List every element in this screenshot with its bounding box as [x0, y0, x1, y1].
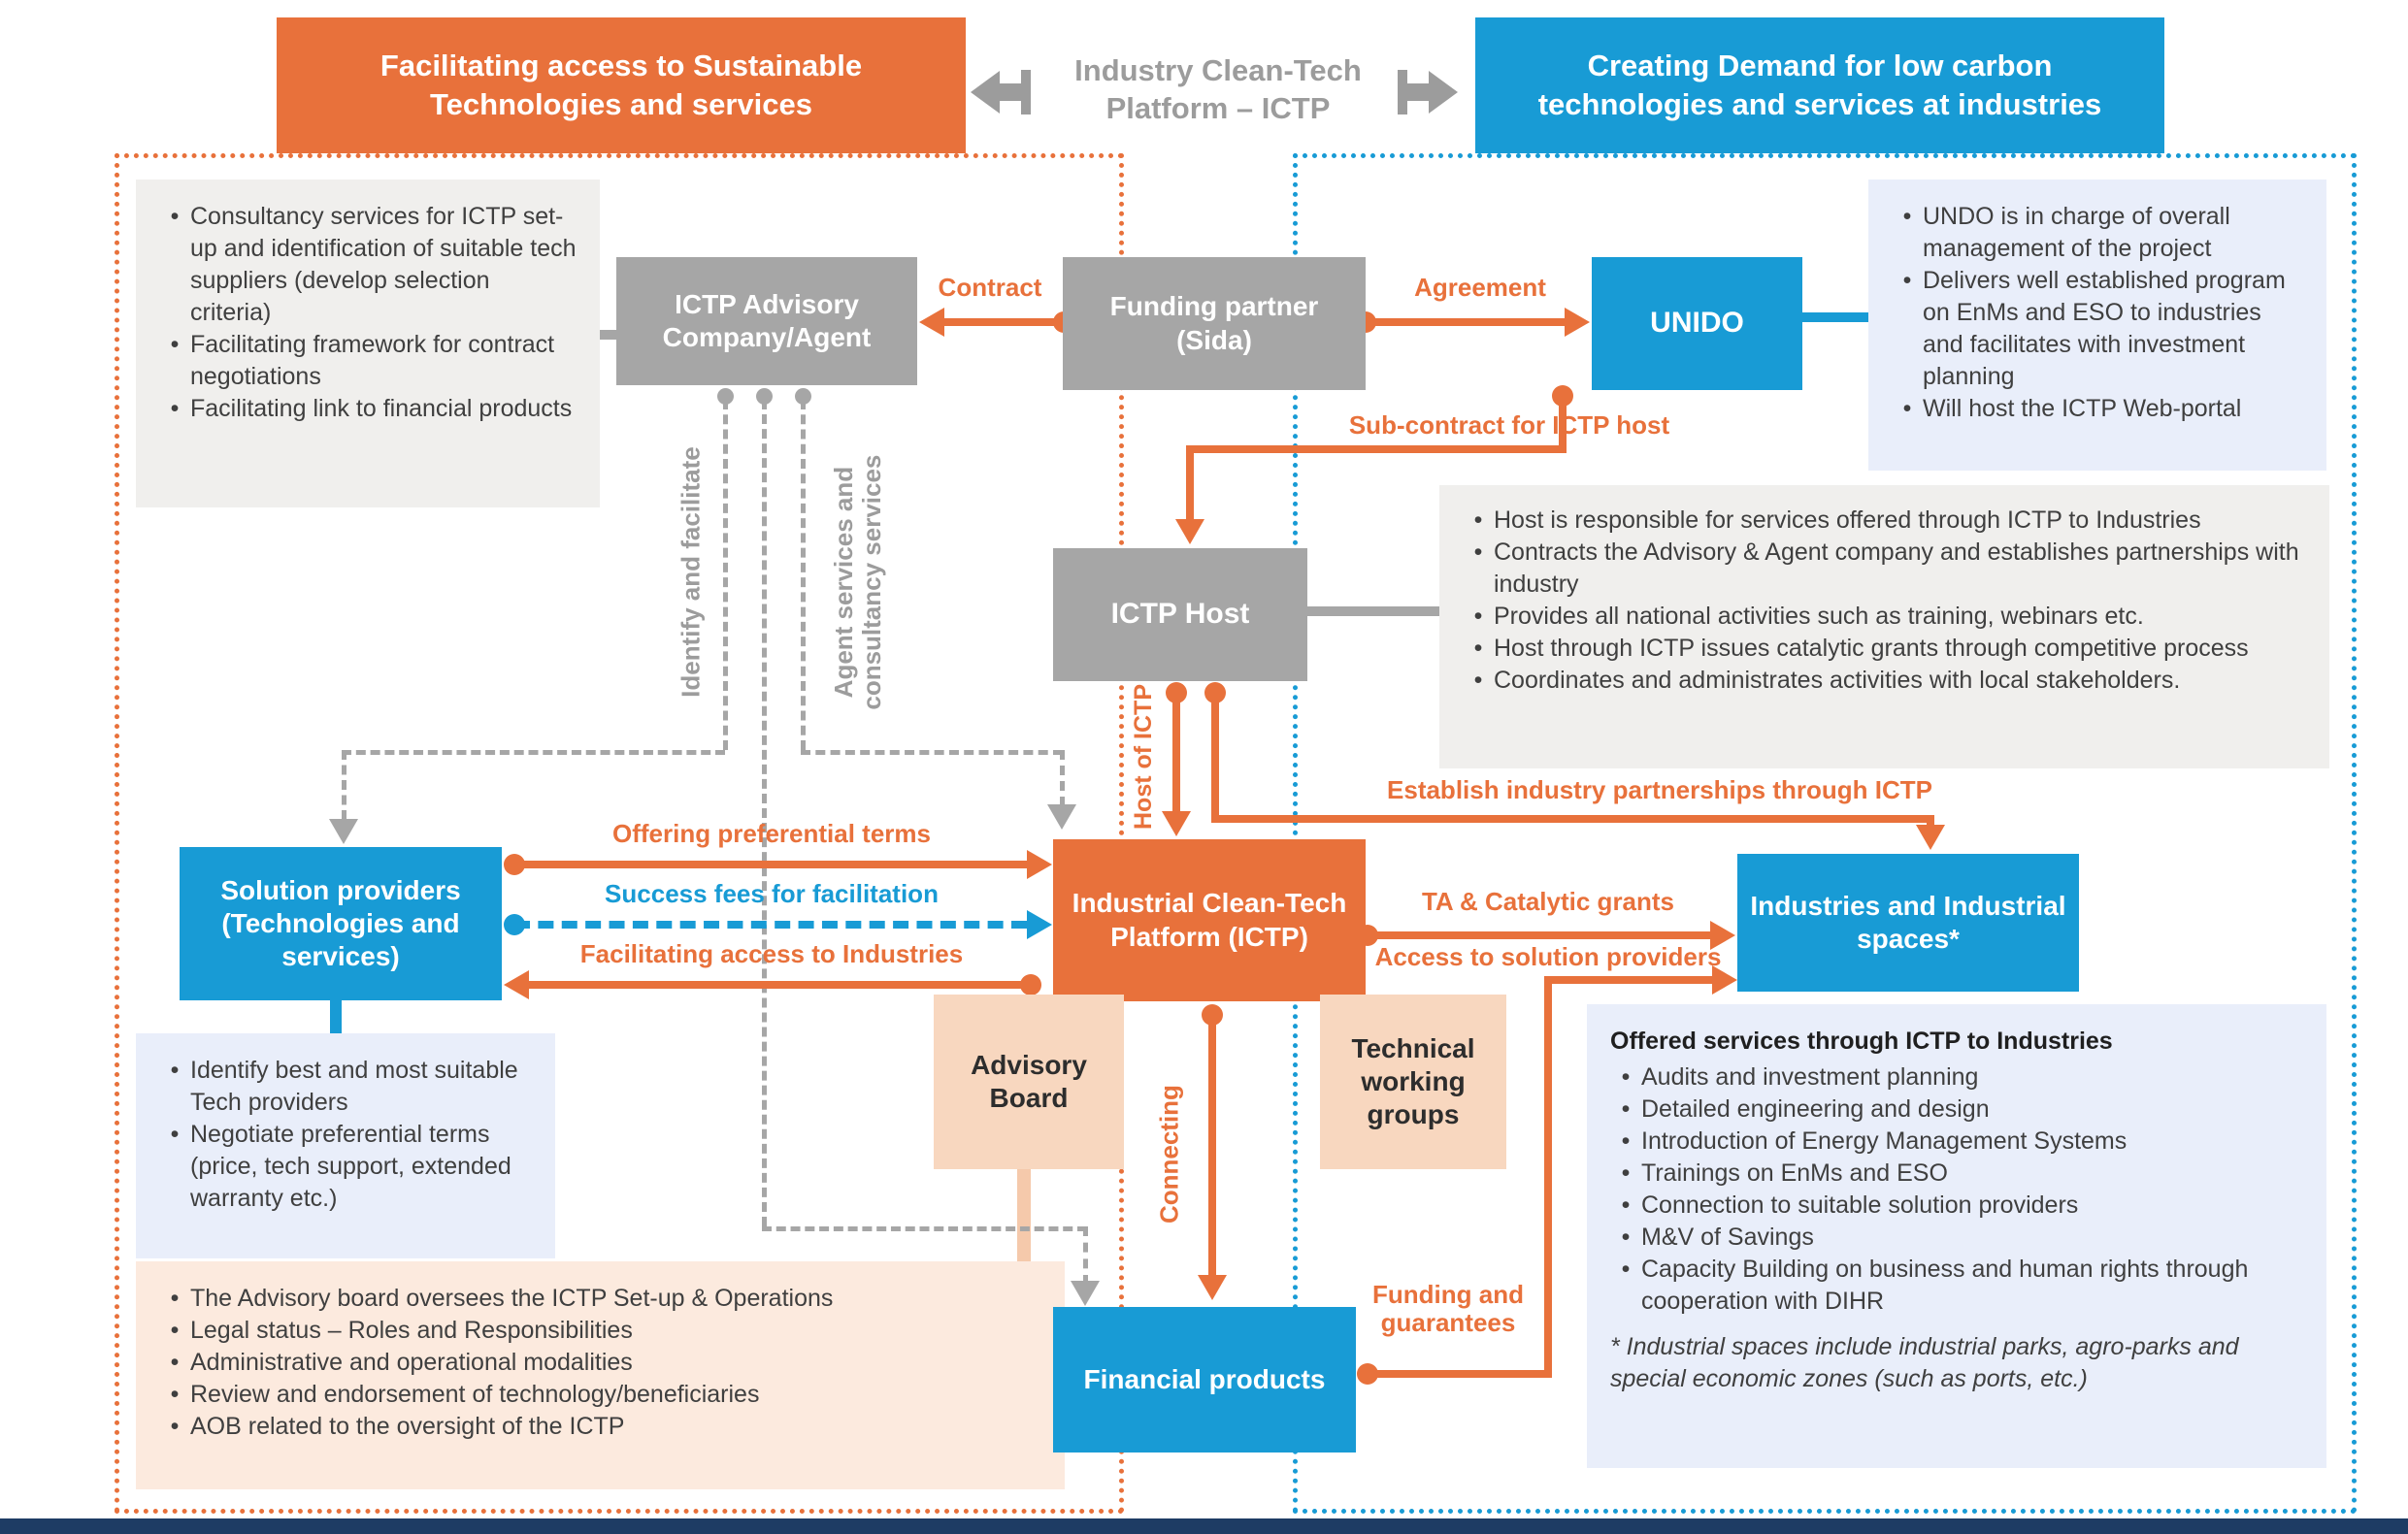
list-item-text: Host through ICTP issues catalytic grants through competitive process [1494, 635, 2249, 662]
subcontract-arrowhead [1175, 519, 1204, 544]
subcontract-label: Sub-contract for ICTP host [1348, 410, 1670, 440]
list-item-text: AOB related to the oversight of the ICTP [190, 1413, 625, 1440]
offering-line [514, 861, 1029, 868]
list-item-text: UNDO is in charge of overall management of the project [1923, 203, 2230, 262]
list-item-text: Administrative and operational modalities [190, 1349, 633, 1376]
services-block [1587, 1004, 2326, 1468]
list-item-text: Facilitating link to financial products [190, 395, 573, 422]
success-fees-label: Success fees for facilitation [605, 879, 939, 908]
funding-guarantees-v [1544, 976, 1552, 1378]
establish-label: Establish industry partnerships through ICTP [1387, 775, 1932, 804]
list-item-text: Capacity Building on business and human rights through cooperation with DIHR [1641, 1256, 2249, 1315]
list-item [159, 1347, 1041, 1379]
solution-block-stub [330, 998, 342, 1035]
list-item-text: Audits and investment planning [1641, 1063, 1979, 1091]
dash2-horizontal [762, 1226, 1087, 1231]
left-arrow-cap [1021, 70, 1031, 114]
ictp-platform-box: Industrial Clean-Tech Platform (ICTP) [1053, 839, 1366, 1001]
bullet-icon: • [170, 1121, 180, 1148]
bullet-icon: • [170, 1057, 180, 1084]
list-item [1463, 505, 2306, 537]
left-banner: Facilitating access to Sustainable Technologies and services [277, 17, 966, 153]
list-item-text: Coordinates and administrates activities with local stakeholders. [1494, 667, 2181, 694]
funding-partner-box: Funding partner (Sida) [1063, 257, 1366, 390]
bullet-icon: • [1902, 267, 1912, 294]
dash1-horizontal [342, 750, 725, 755]
bullet-icon: • [170, 1285, 180, 1312]
list-item-text: The Advisory board oversees the ICTP Set-up & Operations [190, 1285, 834, 1312]
list-item [159, 1283, 1041, 1315]
list-item-text: Negotiate preferential terms (price, tech support, extended warranty etc.) [190, 1121, 511, 1212]
bullet-icon: • [170, 395, 180, 422]
list-item [1610, 1254, 2303, 1318]
agent-services-label: Agent services and consultancy services [828, 454, 886, 710]
list-item-text: Will host the ICTP Web-portal [1923, 395, 2242, 422]
list-item-text: Review and endorsement of technology/beneficiaries [190, 1381, 760, 1408]
left-arrow-icon [971, 71, 1000, 114]
advisory-notes-block [136, 180, 600, 507]
bullet-icon: • [1902, 203, 1912, 230]
list-item-text: Facilitating framework for contract negotiations [190, 331, 555, 390]
list-item-text: Identify best and most suitable Tech providers [190, 1057, 518, 1116]
bullet-icon: • [1473, 506, 1483, 534]
list-item [159, 1411, 1041, 1443]
agreement-label: Agreement [1414, 273, 1546, 302]
bullet-icon: • [170, 1349, 180, 1376]
list-item [1892, 393, 2303, 425]
funding-guarantees-h2 [1544, 976, 1714, 984]
dash3-arrowhead [1047, 804, 1076, 830]
host-of-ictp-label-wrap [1071, 684, 1216, 830]
right-banner: Creating Demand for low carbon technologies and services at industries [1475, 17, 2164, 153]
funding-guarantees-label: Funding and guarantees [1372, 1280, 1524, 1338]
establish-arrowhead [1916, 825, 1945, 850]
dash2-drop [1083, 1226, 1088, 1285]
list-item-text: Host is responsible for services offered through ICTP to Industries [1494, 506, 2201, 534]
contract-line [941, 318, 1063, 326]
dash1-drop [342, 750, 346, 820]
advisory-company-box: ICTP Advisory Company/Agent [616, 257, 917, 385]
bullet-icon: • [1473, 667, 1483, 694]
list-item [1463, 537, 2306, 601]
list-item [1892, 265, 2303, 393]
ictp-host-box: ICTP Host [1053, 548, 1307, 681]
list-item-text: Trainings on EnMs and ESO [1641, 1159, 1948, 1187]
facilitating-access-label: Facilitating access to Industries [579, 939, 964, 968]
list-item [159, 1315, 1041, 1347]
financial-products-box: Financial products [1053, 1307, 1356, 1452]
list-item [1610, 1222, 2303, 1254]
bullet-icon: • [170, 1413, 180, 1440]
success-fees-arrowhead [1027, 910, 1052, 939]
list-item [159, 329, 577, 393]
host-of-ictp-label: Host of ICTP [1130, 684, 1157, 830]
left-arrow-stem [1000, 83, 1021, 101]
list-item [159, 201, 577, 329]
list-item [1610, 1190, 2303, 1222]
unido-box: UNIDO [1592, 257, 1802, 390]
bullet-icon: • [1621, 1191, 1631, 1219]
success-fees-line [514, 921, 1027, 929]
dash2-vertical [762, 400, 767, 1226]
dash3-drop [1060, 750, 1065, 806]
facilitating-access-arrowhead [504, 970, 529, 999]
diagram-title: Industry Clean-Tech Platform – ICTP [1074, 53, 1362, 125]
list-item [159, 393, 577, 425]
right-arrow-stem [1407, 83, 1429, 101]
host-notes-block [1439, 485, 2329, 768]
agreement-line [1366, 318, 1565, 326]
list-item-text: Connection to suitable solution providers [1641, 1191, 2079, 1219]
list-item-text: Delivers well established program on EnMs and ESO to industries and facilitates with investment planning [1923, 267, 2286, 390]
oversight-notes-block [136, 1261, 1065, 1489]
bullet-icon: • [1473, 603, 1483, 630]
identify-facilitate-label: Identify and facilitate [676, 446, 706, 699]
solution-providers-box: Solution providers (Technologies and services) [180, 847, 502, 1000]
bullet-icon: • [1621, 1256, 1631, 1283]
list-item [1610, 1093, 2303, 1126]
bullet-icon: • [170, 1317, 180, 1344]
dash1-arrowhead [329, 819, 358, 844]
bullet-icon: • [170, 331, 180, 358]
services-title: Offered services through ICTP to Industries [1610, 1028, 2113, 1055]
list-item-text: Consultancy services for ICTP set-up and identification of suitable tech suppliers (develop selection criteria) [190, 203, 577, 326]
unido-block-stub [1802, 312, 1870, 322]
bullet-icon: • [1621, 1159, 1631, 1187]
list-item-text: Introduction of Energy Management Systems [1641, 1127, 2128, 1155]
list-item [1892, 201, 2303, 265]
advisory-board-box: Advisory Board [934, 995, 1124, 1169]
list-item [159, 1119, 532, 1215]
access-sp-label: Access to solution providers [1374, 942, 1722, 971]
right-arrow-icon [1429, 71, 1458, 114]
list-item-text: Provides all national activities such as training, webinars etc. [1494, 603, 2144, 630]
list-item-text: M&V of Savings [1641, 1224, 1814, 1251]
bullet-icon: • [1473, 635, 1483, 662]
technical-working-groups-box: Technical working groups [1320, 995, 1506, 1169]
contract-arrowhead [919, 308, 944, 337]
list-item-text: Contracts the Advisory & Agent company and establishes partnerships with industry [1494, 539, 2299, 598]
connecting-label: Connecting [1154, 1085, 1184, 1224]
contract-label: Contract [938, 273, 1042, 302]
advisory-board-stub [1017, 1167, 1031, 1263]
subcontract-v2 [1186, 445, 1194, 523]
list-item [1463, 633, 2306, 665]
bullet-icon: • [1621, 1224, 1631, 1251]
list-item [1610, 1126, 2303, 1158]
list-item [159, 1055, 532, 1119]
list-item-text: Detailed engineering and design [1641, 1095, 1990, 1123]
list-item [1610, 1061, 2303, 1093]
facilitating-access-line [529, 981, 1031, 989]
offering-label: Offering preferential terms [612, 819, 931, 848]
unido-notes-block [1868, 180, 2326, 471]
offering-arrowhead [1027, 850, 1052, 879]
host-of-ictp-arrowhead [1162, 811, 1191, 836]
list-item-text: Legal status – Roles and Responsibilities [190, 1317, 633, 1344]
host-block-stub [1305, 606, 1441, 616]
list-item [1610, 1158, 2303, 1190]
services-footnote: * Industrial spaces include industrial parks, agro-parks and special economic zones (such as ports, etc.) [1610, 1333, 2239, 1392]
bullet-icon: • [1621, 1095, 1631, 1123]
industries-box: Industries and Industrial spaces* [1737, 854, 2079, 992]
bottom-navy-bar [0, 1518, 2408, 1534]
services-list [1610, 1061, 2303, 1318]
agreement-arrowhead [1565, 308, 1590, 337]
right-arrow-cap [1398, 70, 1407, 114]
funding-guarantees-h1 [1368, 1370, 1552, 1378]
bullet-icon: • [170, 1381, 180, 1408]
list-item [1463, 665, 2306, 697]
solution-notes-block [136, 1033, 555, 1258]
bullet-icon: • [1902, 395, 1912, 422]
subcontract-h [1186, 445, 1567, 453]
dash2-arrowhead [1071, 1281, 1100, 1306]
establish-h [1211, 815, 1934, 823]
bullet-icon: • [1621, 1127, 1631, 1155]
bullet-icon: • [170, 203, 180, 230]
ta-grants-line [1368, 931, 1712, 939]
list-item [159, 1379, 1041, 1411]
connecting-arrowhead [1198, 1275, 1227, 1300]
ta-grants-label: TA & Catalytic grants [1421, 887, 1675, 916]
list-item [1463, 601, 2306, 633]
bullet-icon: • [1473, 539, 1483, 566]
bullet-icon: • [1621, 1063, 1631, 1091]
